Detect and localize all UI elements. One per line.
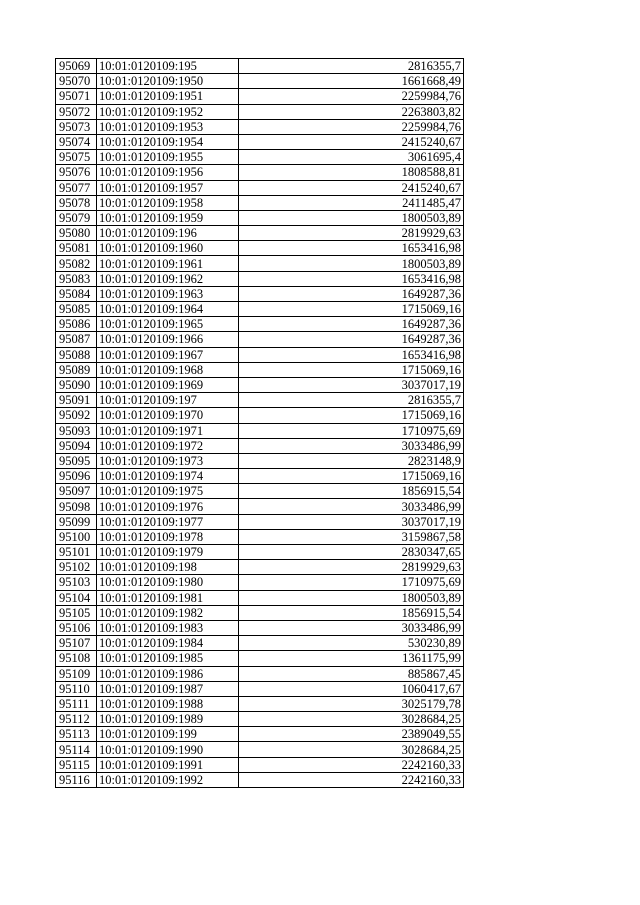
cadastral-number-cell: 10:01:0120109:1984 <box>97 636 239 651</box>
row-number-cell: 95091 <box>56 393 97 408</box>
value-cell: 2816355,7 <box>239 393 464 408</box>
value-cell: 3037017,19 <box>239 377 464 392</box>
value-cell: 2259984,76 <box>239 119 464 134</box>
value-cell: 3028684,25 <box>239 712 464 727</box>
data-table <box>55 58 464 788</box>
cadastral-number-cell: 10:01:0120109:1971 <box>97 423 239 438</box>
cadastral-number-cell: 10:01:0120109:1957 <box>97 180 239 195</box>
value-cell: 1856915,54 <box>239 605 464 620</box>
table-row <box>56 393 464 408</box>
row-number-cell: 95073 <box>56 119 97 134</box>
table-row <box>56 195 464 210</box>
row-number-cell: 95093 <box>56 423 97 438</box>
row-number-cell: 95085 <box>56 302 97 317</box>
row-number-cell: 95081 <box>56 241 97 256</box>
table-row <box>56 666 464 681</box>
value-cell: 1715069,16 <box>239 302 464 317</box>
value-cell: 2819929,63 <box>239 560 464 575</box>
table-row <box>56 651 464 666</box>
row-number-cell: 95096 <box>56 469 97 484</box>
table-row <box>56 408 464 423</box>
table-row <box>56 696 464 711</box>
table-row <box>56 150 464 165</box>
cadastral-number-cell: 10:01:0120109:196 <box>97 226 239 241</box>
cadastral-number-cell: 10:01:0120109:1956 <box>97 165 239 180</box>
table-row <box>56 620 464 635</box>
cadastral-number-cell: 10:01:0120109:1960 <box>97 241 239 256</box>
value-cell: 1361175,99 <box>239 651 464 666</box>
value-cell: 530230,89 <box>239 636 464 651</box>
cadastral-number-cell: 10:01:0120109:197 <box>97 393 239 408</box>
table-row <box>56 256 464 271</box>
value-cell: 1710975,69 <box>239 575 464 590</box>
row-number-cell: 95104 <box>56 590 97 605</box>
value-cell: 1715069,16 <box>239 469 464 484</box>
row-number-cell: 95105 <box>56 605 97 620</box>
value-cell: 2830347,65 <box>239 545 464 560</box>
value-cell: 2823148,9 <box>239 453 464 468</box>
row-number-cell: 95077 <box>56 180 97 195</box>
cadastral-number-cell: 10:01:0120109:1985 <box>97 651 239 666</box>
value-cell: 1653416,98 <box>239 271 464 286</box>
cadastral-number-cell: 10:01:0120109:1961 <box>97 256 239 271</box>
value-cell: 2415240,67 <box>239 134 464 149</box>
cadastral-number-cell: 10:01:0120109:1963 <box>97 286 239 301</box>
value-cell: 3159867,58 <box>239 529 464 544</box>
cadastral-number-cell: 10:01:0120109:195 <box>97 59 239 74</box>
row-number-cell: 95083 <box>56 271 97 286</box>
value-cell: 1653416,98 <box>239 347 464 362</box>
table-row <box>56 362 464 377</box>
table-row <box>56 636 464 651</box>
value-cell: 1649287,36 <box>239 317 464 332</box>
value-cell: 1710975,69 <box>239 423 464 438</box>
table-row <box>56 180 464 195</box>
row-number-cell: 95084 <box>56 286 97 301</box>
cadastral-number-cell: 10:01:0120109:1978 <box>97 529 239 544</box>
table-row <box>56 286 464 301</box>
table-row <box>56 271 464 286</box>
value-cell: 2263803,82 <box>239 104 464 119</box>
cadastral-number-cell: 10:01:0120109:1988 <box>97 696 239 711</box>
table-row <box>56 545 464 560</box>
row-number-cell: 95080 <box>56 226 97 241</box>
table-row <box>56 438 464 453</box>
row-number-cell: 95113 <box>56 727 97 742</box>
cadastral-number-cell: 10:01:0120109:1955 <box>97 150 239 165</box>
table-row <box>56 560 464 575</box>
cadastral-number-cell: 10:01:0120109:1989 <box>97 712 239 727</box>
value-cell: 1715069,16 <box>239 362 464 377</box>
cadastral-number-cell: 10:01:0120109:1983 <box>97 620 239 635</box>
value-cell: 3025179,78 <box>239 696 464 711</box>
table-row <box>56 377 464 392</box>
value-cell: 3028684,25 <box>239 742 464 757</box>
value-cell: 2415240,67 <box>239 180 464 195</box>
row-number-cell: 95112 <box>56 712 97 727</box>
cadastral-number-cell: 10:01:0120109:1977 <box>97 514 239 529</box>
value-cell: 1649287,36 <box>239 332 464 347</box>
row-number-cell: 95106 <box>56 620 97 635</box>
table-row <box>56 347 464 362</box>
cadastral-number-cell: 10:01:0120109:1950 <box>97 74 239 89</box>
table-row <box>56 742 464 757</box>
value-cell: 3061695,4 <box>239 150 464 165</box>
row-number-cell: 95102 <box>56 560 97 575</box>
value-cell: 1856915,54 <box>239 484 464 499</box>
value-cell: 3037017,19 <box>239 514 464 529</box>
row-number-cell: 95086 <box>56 317 97 332</box>
table-row <box>56 514 464 529</box>
row-number-cell: 95074 <box>56 134 97 149</box>
value-cell: 1649287,36 <box>239 286 464 301</box>
row-number-cell: 95072 <box>56 104 97 119</box>
cadastral-number-cell: 10:01:0120109:1991 <box>97 757 239 772</box>
row-number-cell: 95078 <box>56 195 97 210</box>
cadastral-number-cell: 10:01:0120109:1987 <box>97 681 239 696</box>
row-number-cell: 95111 <box>56 696 97 711</box>
cadastral-number-cell: 10:01:0120109:1967 <box>97 347 239 362</box>
table-row <box>56 605 464 620</box>
cadastral-number-cell: 10:01:0120109:199 <box>97 727 239 742</box>
row-number-cell: 95098 <box>56 499 97 514</box>
row-number-cell: 95082 <box>56 256 97 271</box>
table-row <box>56 59 464 74</box>
table-body <box>56 59 464 788</box>
table-row <box>56 89 464 104</box>
cadastral-number-cell: 10:01:0120109:1974 <box>97 469 239 484</box>
table-row <box>56 757 464 772</box>
cadastral-number-cell: 10:01:0120109:1966 <box>97 332 239 347</box>
row-number-cell: 95092 <box>56 408 97 423</box>
value-cell: 1661668,49 <box>239 74 464 89</box>
cadastral-number-cell: 10:01:0120109:1990 <box>97 742 239 757</box>
value-cell: 2819929,63 <box>239 226 464 241</box>
value-cell: 2389049,55 <box>239 727 464 742</box>
table-row <box>56 134 464 149</box>
table-row <box>56 681 464 696</box>
table-row <box>56 772 464 787</box>
table-row <box>56 226 464 241</box>
table-row <box>56 317 464 332</box>
cadastral-number-cell: 10:01:0120109:1976 <box>97 499 239 514</box>
table-row <box>56 104 464 119</box>
table-row <box>56 712 464 727</box>
table-row <box>56 210 464 225</box>
table-row <box>56 74 464 89</box>
cadastral-number-cell: 10:01:0120109:1964 <box>97 302 239 317</box>
value-cell: 1800503,89 <box>239 590 464 605</box>
row-number-cell: 95071 <box>56 89 97 104</box>
value-cell: 1800503,89 <box>239 256 464 271</box>
value-cell: 1715069,16 <box>239 408 464 423</box>
row-number-cell: 95109 <box>56 666 97 681</box>
table-row <box>56 453 464 468</box>
row-number-cell: 95090 <box>56 377 97 392</box>
cadastral-number-cell: 10:01:0120109:1972 <box>97 438 239 453</box>
table-row <box>56 727 464 742</box>
row-number-cell: 95076 <box>56 165 97 180</box>
cadastral-number-cell: 10:01:0120109:1979 <box>97 545 239 560</box>
row-number-cell: 95087 <box>56 332 97 347</box>
row-number-cell: 95115 <box>56 757 97 772</box>
table-row <box>56 165 464 180</box>
cadastral-number-cell: 10:01:0120109:1965 <box>97 317 239 332</box>
table-row <box>56 423 464 438</box>
cadastral-number-cell: 10:01:0120109:1981 <box>97 590 239 605</box>
row-number-cell: 95116 <box>56 772 97 787</box>
table-row <box>56 241 464 256</box>
row-number-cell: 95089 <box>56 362 97 377</box>
table-row <box>56 332 464 347</box>
cadastral-number-cell: 10:01:0120109:1975 <box>97 484 239 499</box>
value-cell: 2242160,33 <box>239 757 464 772</box>
cadastral-number-cell: 10:01:0120109:1953 <box>97 119 239 134</box>
cadastral-number-cell: 10:01:0120109:1958 <box>97 195 239 210</box>
cadastral-number-cell: 10:01:0120109:1951 <box>97 89 239 104</box>
cadastral-number-cell: 10:01:0120109:1986 <box>97 666 239 681</box>
row-number-cell: 95094 <box>56 438 97 453</box>
table-row <box>56 484 464 499</box>
cadastral-number-cell: 10:01:0120109:1980 <box>97 575 239 590</box>
row-number-cell: 95110 <box>56 681 97 696</box>
value-cell: 1060417,67 <box>239 681 464 696</box>
row-number-cell: 95114 <box>56 742 97 757</box>
value-cell: 2816355,7 <box>239 59 464 74</box>
cadastral-number-cell: 10:01:0120109:1992 <box>97 772 239 787</box>
table-row <box>56 529 464 544</box>
row-number-cell: 95097 <box>56 484 97 499</box>
cadastral-number-cell: 10:01:0120109:1952 <box>97 104 239 119</box>
value-cell: 1800503,89 <box>239 210 464 225</box>
value-cell: 885867,45 <box>239 666 464 681</box>
value-cell: 3033486,99 <box>239 499 464 514</box>
row-number-cell: 95088 <box>56 347 97 362</box>
row-number-cell: 95070 <box>56 74 97 89</box>
value-cell: 2259984,76 <box>239 89 464 104</box>
row-number-cell: 95099 <box>56 514 97 529</box>
cadastral-number-cell: 10:01:0120109:1968 <box>97 362 239 377</box>
row-number-cell: 95108 <box>56 651 97 666</box>
row-number-cell: 95101 <box>56 545 97 560</box>
cadastral-number-cell: 10:01:0120109:1962 <box>97 271 239 286</box>
row-number-cell: 95107 <box>56 636 97 651</box>
row-number-cell: 95100 <box>56 529 97 544</box>
value-cell: 1653416,98 <box>239 241 464 256</box>
cadastral-number-cell: 10:01:0120109:1982 <box>97 605 239 620</box>
cadastral-number-cell: 10:01:0120109:1970 <box>97 408 239 423</box>
table-row <box>56 119 464 134</box>
row-number-cell: 95103 <box>56 575 97 590</box>
cadastral-number-cell: 10:01:0120109:1969 <box>97 377 239 392</box>
table-row <box>56 590 464 605</box>
cadastral-number-cell: 10:01:0120109:1973 <box>97 453 239 468</box>
value-cell: 3033486,99 <box>239 438 464 453</box>
cadastral-number-cell: 10:01:0120109:198 <box>97 560 239 575</box>
row-number-cell: 95079 <box>56 210 97 225</box>
row-number-cell: 95075 <box>56 150 97 165</box>
value-cell: 2242160,33 <box>239 772 464 787</box>
table-row <box>56 469 464 484</box>
cadastral-number-cell: 10:01:0120109:1954 <box>97 134 239 149</box>
row-number-cell: 95069 <box>56 59 97 74</box>
value-cell: 1808588,81 <box>239 165 464 180</box>
cadastral-number-cell: 10:01:0120109:1959 <box>97 210 239 225</box>
value-cell: 2411485,47 <box>239 195 464 210</box>
table-row <box>56 302 464 317</box>
table-row <box>56 575 464 590</box>
table-row <box>56 499 464 514</box>
value-cell: 3033486,99 <box>239 620 464 635</box>
row-number-cell: 95095 <box>56 453 97 468</box>
